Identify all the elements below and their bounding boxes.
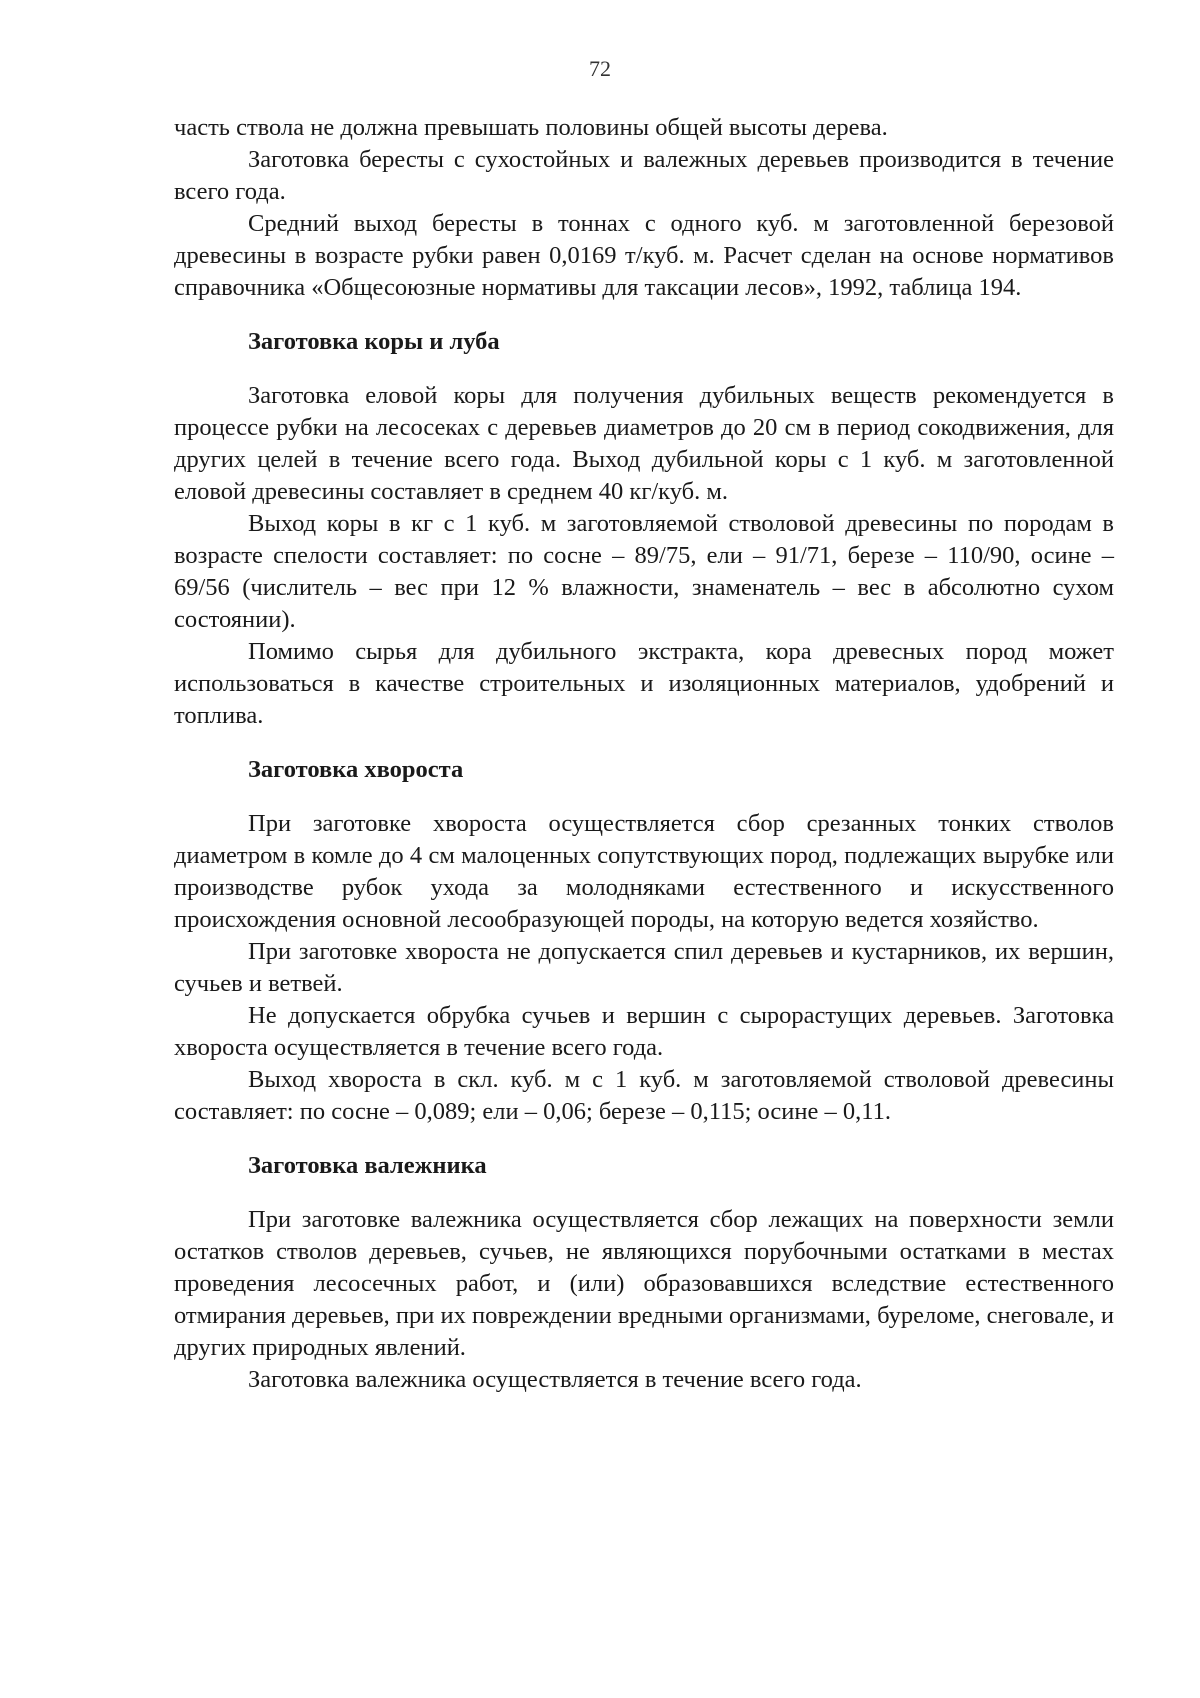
page-content <box>174 112 1114 1396</box>
paragraph: Заготовка валежника осуществляется в течение всего года. <box>248 1366 862 1393</box>
paragraph: Выход хвороста в скл. куб. м с 1 куб. м заготовляемой стволовой древесины составляет: по сосне – 0,089; ели – 0,06; березе – 0,115; осине – 0,11. <box>174 1066 1114 1125</box>
paragraph: Средний выход бересты в тоннах с одного куб. м заготовленной березовой древесины в возрасте рубки равен 0,0169 т/куб. м. Расчет сделан на основе нормативов справочника «Общесоюзные нормативы для таксации лесов», 1992, таблица 194. <box>174 210 1114 301</box>
paragraph: Помимо сырья для дубильного экстракта, кора древесных пород может использоваться в качестве строительных и изоляционных материалов, удобрений и топлива. <box>174 638 1114 729</box>
paragraph: Заготовка бересты с сухостойных и валежных деревьев производится в течение всего года. <box>174 146 1114 205</box>
page-number: 72 <box>589 56 611 81</box>
paragraph: При заготовке хвороста не допускается спил деревьев и кустарников, их вершин, сучьев и ветвей. <box>174 938 1114 997</box>
paragraph: При заготовке валежника осуществляется сбор лежащих на поверхности земли остатков стволов деревьев, сучьев, не являющихся порубочными остатками в местах проведения лесосечных работ, и (или) образовавшихся вследствие естественного отмирания деревьев, при их повреждении вредными организмами, буреломе, снеговале, и других природных явлений. <box>174 1206 1114 1361</box>
paragraph: При заготовке хвороста осуществляется сбор срезанных тонких стволов диаметром в комле до 4 см малоценных сопутствующих пород, подлежащих вырубке или производстве рубок ухода за молодняками естественного и искусственного происхождения основной лесообразующей породы, на которую ведется хозяйство. <box>174 810 1114 933</box>
paragraph: Заготовка еловой коры для получения дубильных веществ рекомендуется в процессе рубки на лесосеках с деревьев диаметров до 20 см в период сокодвижения, для других целей в течение всего года. Выход дубильной коры с 1 куб. м заготовленной еловой древесины составляет в среднем 40 кг/куб. м. <box>174 382 1114 505</box>
paragraph: часть ствола не должна превышать половины общей высоты дерева. <box>174 114 888 141</box>
paragraph: Выход коры в кг с 1 куб. м заготовляемой стволовой древесины по породам в возрасте спелости составляет: по сосне – 89/75, ели – 91/71, березе – 110/90, осине – 69/56 (числитель – вес при 12 % влажности, знаменатель – вес в абсолютно сухом состоянии). <box>174 510 1114 633</box>
paragraph: Не допускается обрубка сучьев и вершин с сырорастущих деревьев. Заготовка хвороста осуществляется в течение всего года. <box>174 1002 1114 1061</box>
section-heading-brushwood: Заготовка хвороста <box>248 756 464 783</box>
section-heading-deadwood: Заготовка валежника <box>248 1152 487 1179</box>
section-heading-bark: Заготовка коры и луба <box>248 328 500 355</box>
